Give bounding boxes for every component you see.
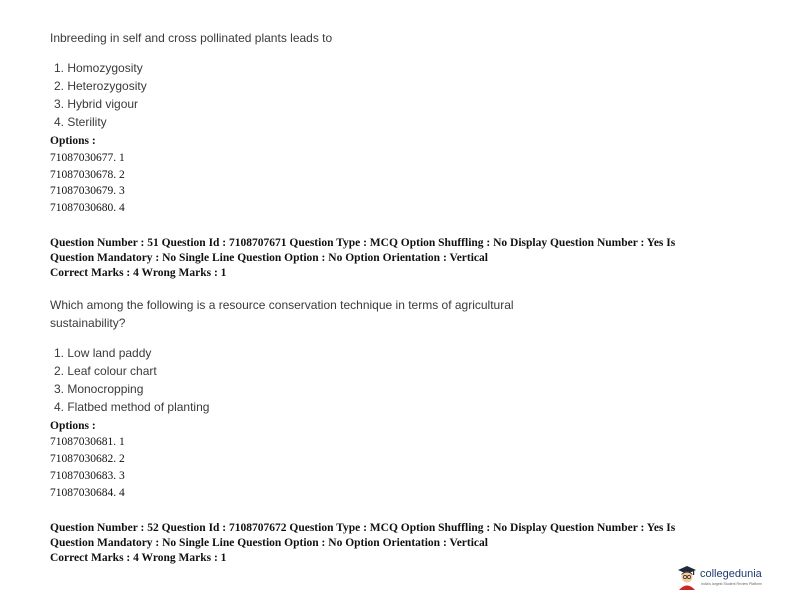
q51-meta-line-1: Question Number : 51 Question Id : 7108707671 Question Type : MCQ Option Shuffling : No Display Question Number : Yes Is	[50, 237, 676, 249]
q50-option-id-1: 71087030677. 1	[50, 152, 125, 164]
q50-option-id-3: 71087030679. 3	[50, 185, 125, 197]
q51-meta-line-3: Correct Marks : 4 Wrong Marks : 1	[50, 267, 227, 279]
question-51-text-line-2: sustainability?	[50, 316, 126, 330]
q50-choice-1: 1. Homozygosity	[54, 61, 143, 75]
q51-option-id-4: 71087030684. 4	[50, 487, 125, 499]
q52-meta-line-1: Question Number : 52 Question Id : 7108707672 Question Type : MCQ Option Shuffling : No Display Question Number : Yes Is	[50, 522, 676, 534]
question-51-text-line-1: Which among the following is a resource conservation technique in terms of agricultural	[50, 298, 514, 312]
question-50-text: Inbreeding in self and cross pollinated plants leads to	[50, 31, 333, 45]
q51-choice-1: 1. Low land paddy	[54, 346, 152, 360]
collegedunia-logo	[676, 563, 776, 591]
q50-option-id-2: 71087030678. 2	[50, 169, 125, 181]
q52-meta-line-2: Question Mandatory : No Single Line Question Option : No Option Orientation : Vertical	[50, 537, 488, 549]
q50-option-id-4: 71087030680. 4	[50, 202, 125, 214]
graduate-avatar-icon	[676, 564, 698, 590]
q51-option-id-1: 71087030681. 1	[50, 436, 125, 448]
q50-choice-4: 4. Sterility	[54, 115, 107, 129]
q51-choice-3: 3. Monocropping	[54, 382, 144, 396]
q51-meta-line-2: Question Mandatory : No Single Line Question Option : No Option Orientation : Vertical	[50, 252, 488, 264]
q50-choice-2: 2. Heterozygosity	[54, 79, 147, 93]
logo-tagline: India's largest Student Review Platform	[701, 582, 762, 586]
q51-option-id-2: 71087030682. 2	[50, 453, 125, 465]
q51-options-label: Options :	[50, 420, 96, 432]
q51-choice-4: 4. Flatbed method of planting	[54, 400, 210, 414]
q52-meta-line-3: Correct Marks : 4 Wrong Marks : 1	[50, 552, 227, 564]
logo-wordmark: collegedunia	[700, 568, 762, 580]
q50-choice-3: 3. Hybrid vigour	[54, 97, 139, 111]
q51-choice-2: 2. Leaf colour chart	[54, 364, 157, 378]
q51-option-id-3: 71087030683. 3	[50, 470, 125, 482]
q50-options-label: Options :	[50, 135, 96, 147]
